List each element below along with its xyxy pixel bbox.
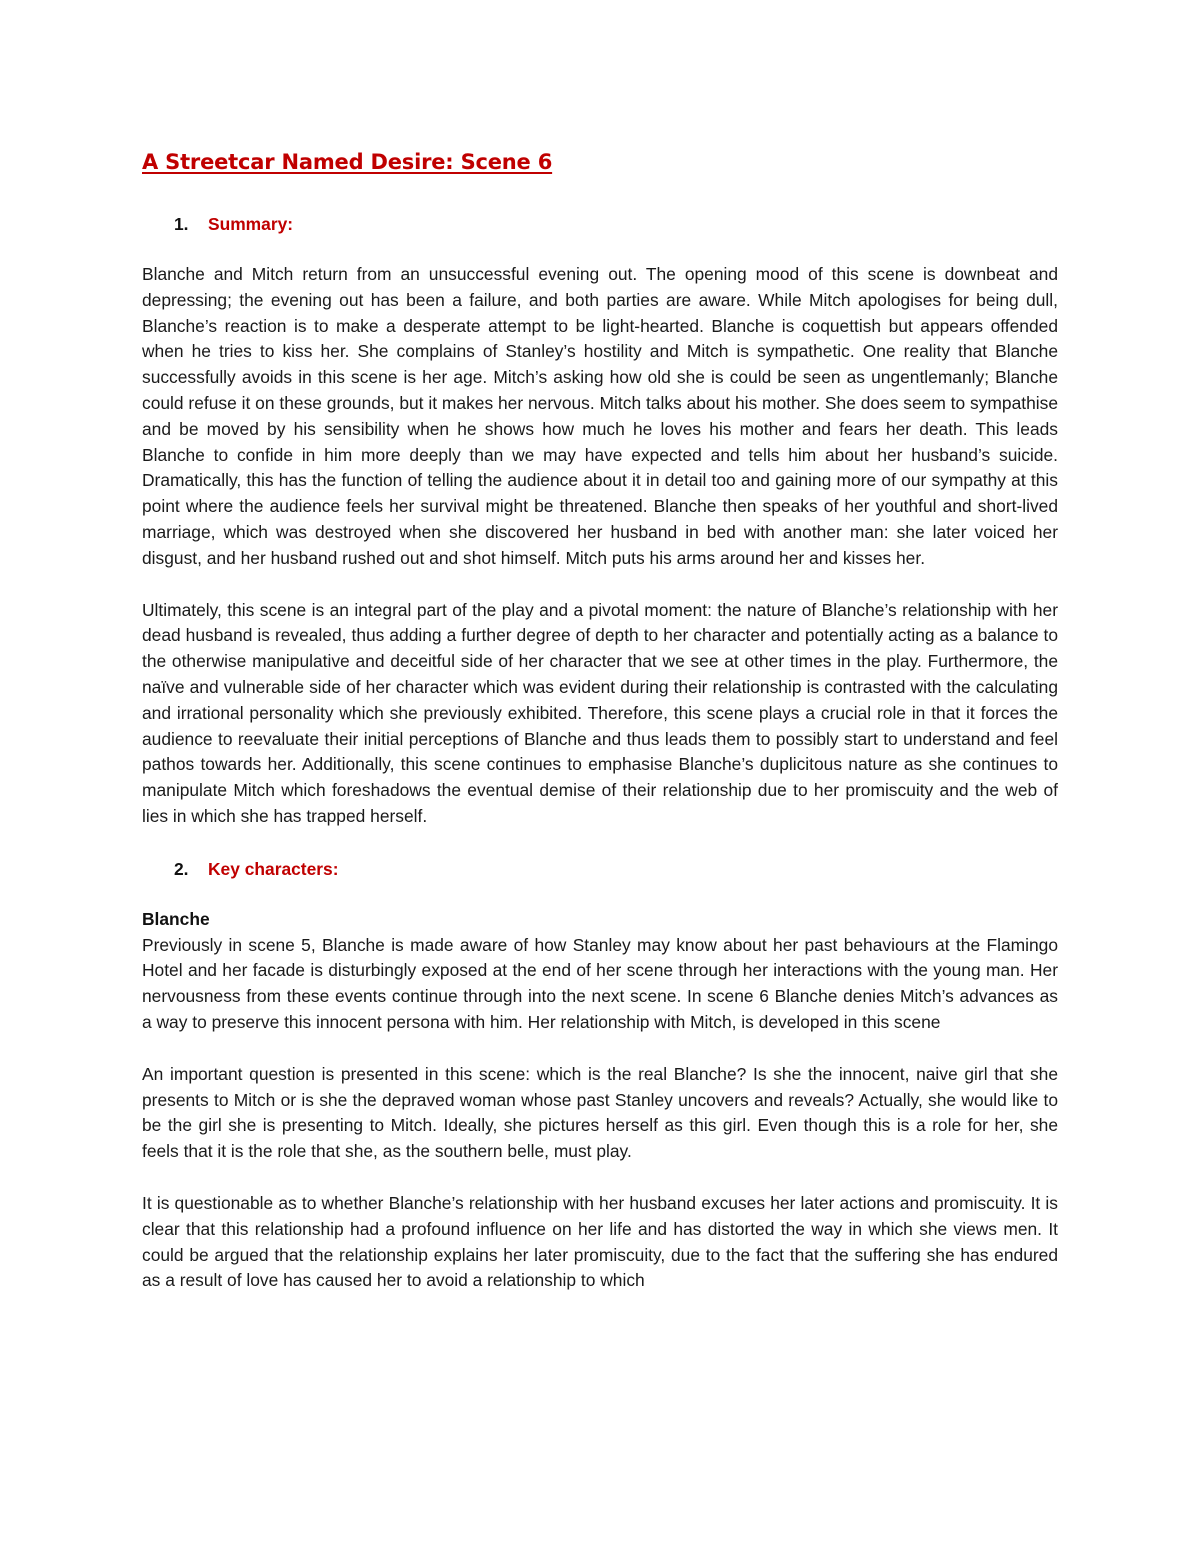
section-heading-key-characters	[142, 856, 1058, 882]
section-number: 1.	[174, 214, 189, 234]
character-heading-blanche: Blanche	[142, 908, 210, 929]
document-page	[142, 140, 1058, 1320]
section-number: 2.	[174, 858, 189, 879]
character-paragraph: It is questionable as to whether Blanche’s relationship with her husband excuses her later actions and promiscuity. It is clear that this relationship had a profound influence on her life and has distorted the way in which she views men. It could be argued that the relationship explains her later promiscuity, due to the fact that the suffering she has endured as a result of love has caused her to avoid a relationship to which	[142, 1192, 1058, 1291]
document-title: A Streetcar Named Desire: Scene 6	[142, 150, 553, 174]
section-label: Key characters:	[208, 858, 339, 879]
character-paragraph: Previously in scene 5, Blanche is made aware of how Stanley may know about her past behaviours at the Flamingo Hotel and her facade is disturbingly exposed at the end of her scene through her interactions with the young man. Her nervousness from these events continue through into the next scene. In scene 6 Blanche denies Mitch’s advances as a way to preserve this innocent persona with him. Her relationship with Mitch, is developed in this scene	[142, 934, 1058, 1032]
section-label: Summary:	[208, 214, 294, 234]
character-paragraph: An important question is presented in this scene: which is the real Blanche? Is she the innocent, naive girl that she presents to Mitch or is she the depraved woman whose past Stanley uncovers and reveals? Actually, she would like to be the girl she is presenting to Mitch. Ideally, she pictures herself as this girl. Even though this is a role for her, she feels that it is the role that she, as the southern belle, must play.	[142, 1063, 1058, 1162]
summary-paragraph: Ultimately, this scene is an integral part of the play and a pivotal moment: the nature of Blanche’s relationship with her dead husband is revealed, thus adding a further degree of depth to her character and potentially acting as a balance to the otherwise manipulative and deceitful side of her character that we see at other times in the play. Furthermore, the naïve and vulnerable side of her character which was evident during their relationship is contrasted with the calculating and irrational personality which she previously exhibited. Therefore, this scene plays a crucial role in that it forces the audience to reevaluate their initial perceptions of Blanche and thus leads them to possibly start to understand and feel pathos towards her. Additionally, this scene continues to emphasise Blanche’s duplicitous nature as she continues to manipulate Mitch which foreshadows the eventual demise of their relationship due to her promiscuity and the web of lies in which she has trapped herself.	[142, 599, 1058, 826]
section-heading-summary	[142, 211, 1058, 237]
summary-paragraph: Blanche and Mitch return from an unsuccessful evening out. The opening mood of this scene is downbeat and depressing; the evening out has been a failure, and both parties are aware. While Mitch apologises for being dull, Blanche’s reaction is to make a desperate attempt to be light-hearted. Blanche is coquettish but appears offended when he tries to kiss her. She complains of Stanley’s hostility and Mitch is sympathetic. One reality that Blanche successfully avoids in this scene is her age. Mitch’s asking how old she is could be seen as ungentlemanly; Blanche could refuse it on these grounds, but it makes her nervous. Mitch talks about his mother. She does seem to sympathise and be moved by his sensibility when he shows how much he loves his mother and fears her death. This leads Blanche to confide in him more deeply than we may have expected and tells him about her husband’s suicide. Dramatically, this has the function of telling the audience about it in detail too and gaining more of our sympathy at this point where the audience feels her survival might be threatened. Blanche then speaks of her youthful and short-lived marriage, which was destroyed when she discovered her husband in bed with another man: she later voiced her disgust, and her husband rushed out and shot himself. Mitch puts his arms around her and kisses her.	[142, 264, 1058, 568]
